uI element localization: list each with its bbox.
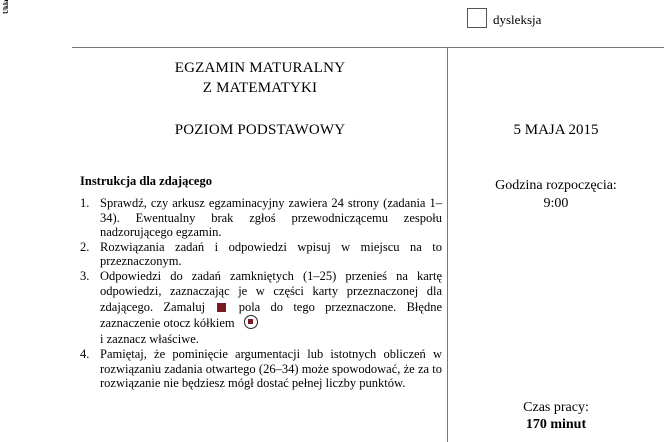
- start-time-value: 9:00: [543, 196, 569, 211]
- circled-square-icon: [244, 315, 258, 329]
- list-item-text: Sprawdź, czy arkusz egzaminacyjny zawiera 24 strony (zadania 1–34). Ewentualny brak zgłoś przewodniczącemu zespołu nadzorującego egzamin.: [100, 196, 442, 240]
- exam-title-line1: EGZAMIN MATURALNY: [174, 60, 346, 76]
- exam-level: POZIOM PODSTAWOWY: [174, 122, 346, 138]
- vertical-divider: [447, 47, 448, 442]
- duration-label: Czas pracy:: [523, 400, 589, 415]
- list-item: 2. Rozwiązania zadań i odpowiedzi wpisuj w miejscu na to przeznaczonym.: [80, 239, 442, 269]
- list-item-text-c: i zaznacz właściwe.: [100, 331, 199, 346]
- list-item: 3. Odpowiedzi do zadań zamkniętych (1–25) przenieś na kartę odpowiedzi, zaznaczając je w części karty przeznaczonej dla zdającego. Zamaluj pola do tego przeznaczone. Błędne zaznaczenie otocz kółkiem i zaznacz właściwe.: [80, 268, 443, 346]
- instructions-list: [80, 196, 442, 391]
- instructions-heading: Instrukcja dla zdającego: [80, 174, 212, 188]
- filled-square-icon: [217, 303, 226, 312]
- list-item-text-a: Odpowiedzi do zadań zamkniętych (1–25) przenieś na kartę odpowiedzi, zaznaczając je w części karty przeznaczonej dla zdającego. Zamaluj: [100, 268, 442, 314]
- duration-value: 170 minut: [525, 417, 587, 432]
- list-item-text: Rozwiązania zadań i odpowiedzi wpisuj w miejscu na to przeznaczonym.: [100, 239, 442, 269]
- list-item-text-b: pola do tego przeznaczone. Błędne zaznaczenie otocz kółkiem: [100, 299, 443, 331]
- dyslexia-label: dysleksja: [493, 12, 542, 27]
- horizontal-divider: [72, 47, 664, 48]
- start-time-label: Godzina rozpoczęcia:: [495, 178, 617, 193]
- exam-title-line2: Z MATEMATYKI: [202, 80, 318, 96]
- side-label: Ukła: [2, 0, 10, 14]
- list-item: 4. Pamiętaj, że pominięcie argumentacji lub istotnych obliczeń w rozwiązaniu zadania otwartego (26–34) może spowodować, że za to rozwiązanie nie będziesz mógł dostać pełnej liczby punktów.: [80, 347, 442, 391]
- list-item-text: Pamiętaj, że pominięcie argumentacji lub istotnych obliczeń w rozwiązaniu zadania otwartego (26–34) może spowodować, że za to rozwiązanie nie będziesz mógł dostać pełnej liczby punktów.: [100, 347, 442, 391]
- dyslexia-checkbox[interactable]: [467, 8, 487, 28]
- list-item: 1. Sprawdź, czy arkusz egzaminacyjny zawiera 24 strony (zadania 1–34). Ewentualny brak zgłoś przewodniczącemu zespołu nadzorującego egzamin.: [80, 196, 442, 240]
- exam-date: 5 MAJA 2015: [513, 122, 599, 138]
